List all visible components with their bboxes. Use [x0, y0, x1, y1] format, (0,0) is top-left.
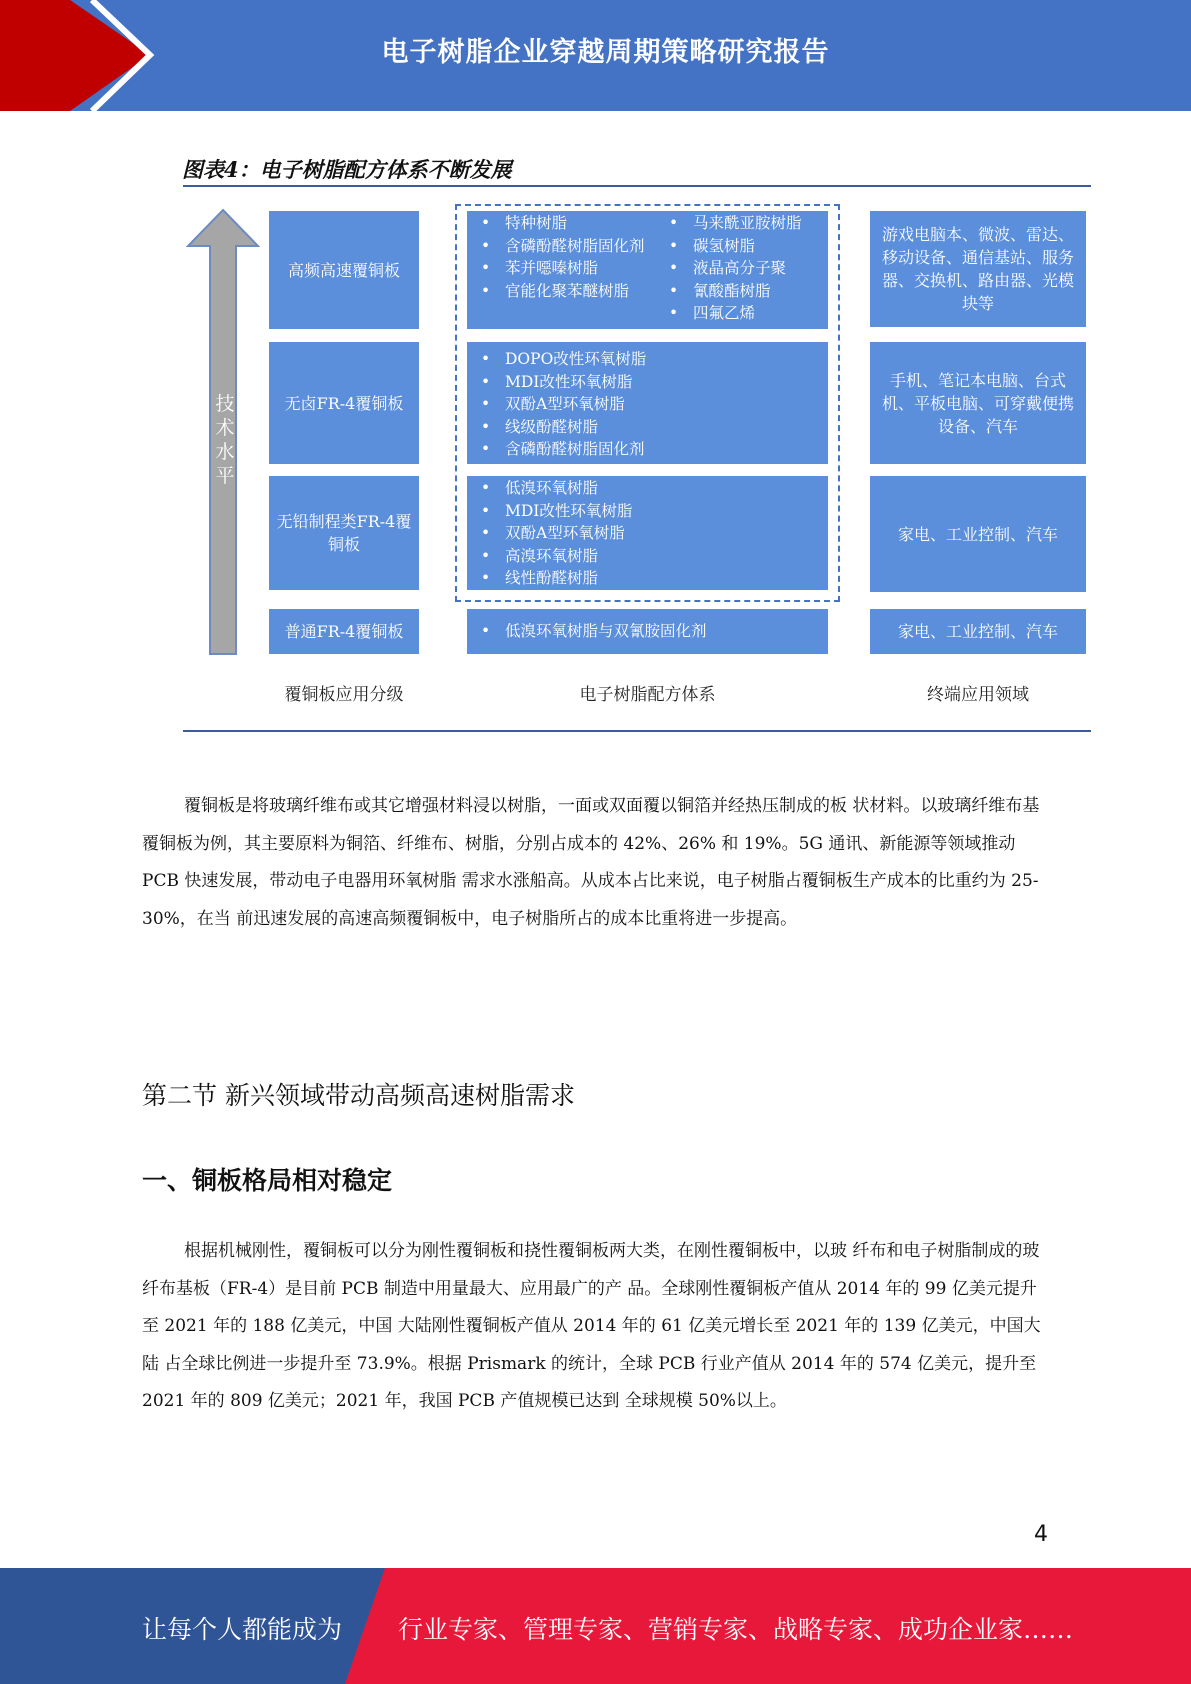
paragraph-text: 覆铜板是将玻璃纤维布或其它增强材料浸以树脂，一面或双面覆以铜箔并经热压制成的板 状材料。以玻璃纤维布基覆铜板为例，其主要原料为铜箔、纤维布、树脂，分别占成本的 42%、26% 和 19%。5G 通讯、新能源等领域推动 PCB 快速发展，带动电子电器用环氧树脂 需求水涨船高。从成本占比来说，电子树脂占覆铜板生产成本的比重约为 25-30%，在当 前迅速发展的高速高频覆铜板中，电子树脂所占的成本比重将进一步提高。 [142, 796, 1040, 929]
page-number: 4 [1034, 1522, 1048, 1547]
caption-resins: 电子树脂配方体系 [579, 685, 716, 705]
list-item: • 高溴环氧树脂 [475, 545, 820, 568]
paragraph-market [142, 1233, 1047, 1421]
application-box-3: 家电、工业控制、汽车 [870, 476, 1086, 592]
resin-box-4 [467, 609, 828, 654]
list-item: • 氰酸酯树脂 [663, 280, 802, 303]
list-item: • 双酚A型环氧树脂 [475, 393, 820, 416]
list-item: • 四氟乙烯 [663, 302, 802, 325]
list-item: • 官能化聚苯醚树脂 [475, 280, 663, 303]
page-footer [0, 1568, 1191, 1684]
figure-bottom-rule [183, 730, 1091, 732]
list-item: • 含磷酚醛树脂固化剂 [475, 438, 820, 461]
level-halogen-free: 无卤FR-4覆铜板 [269, 342, 419, 464]
resin-box-1 [467, 211, 828, 329]
figure-title: 图表4：电子树脂配方体系不断发展 [182, 157, 512, 182]
arrow-label: 技术水平 [215, 393, 235, 487]
footer-slogan-right: 行业专家、管理专家、营销专家、战略专家、成功企业家…… [398, 1615, 1074, 1644]
list-item: • 碳氢树脂 [663, 235, 802, 258]
paragraph-text: 根据机械刚性，覆铜板可以分为刚性覆铜板和挠性覆铜板两大类，在刚性覆铜板中，以玻 纤布和电子树脂制成的玻纤布基板（FR-4）是目前 PCB 制造中用量最大、应用最广的产 品。全球刚性覆铜板产值从 2014 年的 99 亿美元提升至 2021 年的 188 亿美元，中国 大陆刚性覆铜板产值从 2014 年的 61 亿美元增长至 2021 年的 139 亿美元，中国大陆 占全球比例进一步提升至 73.9%。根据 Prismark 的统计，全球 PCB 行业产值从 2014 年的 574 亿美元，提升至 2021 年的 809 亿美元；2021 年，我国 PCB 产值规模已达到 全球规模 50%以上。 [142, 1241, 1041, 1411]
resin-list-1-right [663, 212, 802, 325]
caption-levels: 覆铜板应用分级 [284, 685, 404, 705]
section-heading: 第二节 新兴领域带动高频高速树脂需求 [142, 1081, 575, 1110]
report-title: 电子树脂企业穿越周期策略研究报告 [381, 37, 830, 68]
list-item: • 双酚A型环氧树脂 [475, 522, 820, 545]
application-box-2: 手机、笔记本电脑、台式机、平板电脑、可穿戴便携设备、汽车 [870, 342, 1086, 464]
page-header [0, 0, 1191, 111]
resin-box-2 [467, 342, 828, 464]
list-item: • 线级酚醛树脂 [475, 416, 820, 439]
list-item: • DOPO改性环氧树脂 [475, 348, 820, 371]
paragraph-copper-clad [142, 788, 1047, 938]
list-item: • 低溴环氧树脂 [475, 477, 820, 500]
level-high-frequency: 高频高速覆铜板 [269, 211, 419, 329]
application-box-4: 家电、工业控制、汽车 [870, 609, 1086, 654]
resin-list-1-left [475, 212, 663, 325]
list-item: • 线性酚醛树脂 [475, 567, 820, 590]
list-item: • 低溴环氧树脂与双氰胺固化剂 [475, 620, 820, 643]
list-item: • 苯并噁嗪树脂 [475, 257, 663, 280]
list-item: • 马来酰亚胺树脂 [663, 212, 802, 235]
resin-box-3 [467, 476, 828, 590]
level-standard: 普通FR-4覆铜板 [269, 609, 419, 654]
list-item: • 液晶高分子聚 [663, 257, 802, 280]
list-item: • MDI改性环氧树脂 [475, 500, 820, 523]
level-lead-free: 无铅制程类FR-4覆铜板 [269, 476, 419, 590]
subsection-heading: 一、铜板格局相对稳定 [142, 1166, 393, 1195]
figure-top-rule [183, 185, 1091, 187]
footer-slogan-left: 让每个人都能成为 [142, 1615, 343, 1644]
list-item: • 特种树脂 [475, 212, 663, 235]
application-box-1: 游戏电脑本、微波、雷达、移动设备、通信基站、服务器、交换机、路由器、光模块等 [870, 211, 1086, 327]
list-item: • 含磷酚醛树脂固化剂 [475, 235, 663, 258]
caption-applications: 终端应用领域 [927, 685, 1029, 705]
list-item: • MDI改性环氧树脂 [475, 371, 820, 394]
